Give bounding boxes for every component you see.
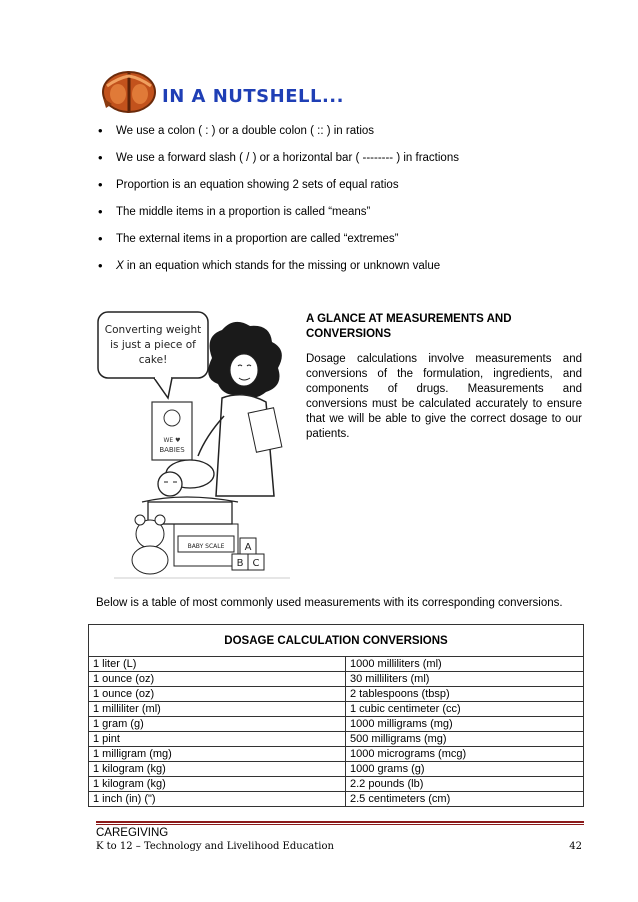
table-cell: 1000 milligrams (mg) — [346, 717, 584, 732]
table-cell: 1 liter (L) — [89, 657, 346, 672]
table-cell: 1000 micrograms (mcg) — [346, 747, 584, 762]
bullet-item: • We use a forward slash ( / ) or a horizontal bar ( -------- ) in fractions — [96, 149, 576, 176]
footer-divider — [96, 824, 584, 825]
table-row — [89, 747, 584, 762]
bullet-variable: X — [116, 260, 124, 272]
bullet-item: • The external items in a proportion are called “extremes” — [96, 230, 576, 257]
bullet-text: in an equation which stands for the missing or unknown value — [123, 260, 441, 272]
section-heading: A GLANCE AT MEASUREMENTS AND CONVERSIONS — [306, 313, 512, 340]
conversion-table — [88, 624, 584, 807]
table-cell: 1 milliliter (ml) — [89, 702, 346, 717]
section-paragraph: Dosage calculations involve measurements and conversions of the formulation, ingredients, and components of drugs. Measurements and conversions must be calculated accurately to ensure that we will be able to give the correct dosage to our patients. — [306, 353, 582, 440]
header-title: IN A NUTSHELL... — [162, 86, 344, 107]
table-cell: 1 kilogram (kg) — [89, 777, 346, 792]
table-row — [89, 717, 584, 732]
table-cell: 30 milliliters (ml) — [346, 672, 584, 687]
table-row — [89, 687, 584, 702]
summary-bullet-list — [96, 122, 576, 284]
block-letter: B — [236, 558, 244, 569]
table-cell: 1 kilogram (kg) — [89, 762, 346, 777]
nurse-weighing-baby-illustration — [94, 306, 294, 588]
table-intro-text: Below is a table of most commonly used measurements with its corresponding conversions. — [96, 597, 563, 609]
speech-line: cake! — [138, 354, 168, 366]
table-row — [89, 777, 584, 792]
table-row — [89, 762, 584, 777]
table-cell: 1 ounce (oz) — [89, 672, 346, 687]
table-row — [89, 657, 584, 672]
table-row — [89, 672, 584, 687]
footer-subtitle: K to 12 – Technology and Livelihood Education — [96, 841, 334, 852]
speech-line: Converting weight — [104, 324, 202, 336]
table-cell: 500 milligrams (mg) — [346, 732, 584, 747]
page-number: 42 — [569, 841, 582, 852]
table-cell: 1 gram (g) — [89, 717, 346, 732]
nutshell-header — [98, 64, 344, 116]
footer-title: CAREGIVING — [96, 827, 169, 839]
table-cell: 1 milligram (mg) — [89, 747, 346, 762]
table-cell: 1 ounce (oz) — [89, 687, 346, 702]
table-cell: 1 inch (in) (") — [89, 792, 346, 807]
speech-line: is just a piece of — [110, 339, 196, 351]
table-cell: 2 tablespoons (tbsp) — [346, 687, 584, 702]
table-row — [89, 702, 584, 717]
footer-divider — [96, 821, 584, 823]
table-cell: 1000 grams (g) — [346, 762, 584, 777]
scale-label: BABY SCALE — [187, 543, 225, 550]
table-cell: 1 cubic centimeter (cc) — [346, 702, 584, 717]
table-cell: 2.2 pounds (lb) — [346, 777, 584, 792]
table-header-row — [89, 625, 584, 657]
bullet-item: • We use a colon ( : ) or a double colon ( :: ) in ratios — [96, 122, 576, 149]
poster-text: WE ♥ — [163, 437, 181, 444]
table-row — [89, 732, 584, 747]
table-cell: 2.5 centimeters (cm) — [346, 792, 584, 807]
block-letter: C — [252, 558, 260, 569]
table-row — [89, 792, 584, 807]
bullet-item: • The middle items in a proportion is called “means” — [96, 203, 576, 230]
bullet-item: • Proportion is an equation showing 2 sets of equal ratios — [96, 176, 576, 203]
block-letter: A — [244, 542, 252, 553]
bullet-item — [96, 257, 576, 284]
table-cell: 1 pint — [89, 732, 346, 747]
table-title: DOSAGE CALCULATION CONVERSIONS — [89, 625, 584, 657]
poster-text: BABIES — [159, 446, 185, 454]
table-cell: 1000 milliliters (ml) — [346, 657, 584, 672]
nutshell-icon — [98, 64, 160, 116]
